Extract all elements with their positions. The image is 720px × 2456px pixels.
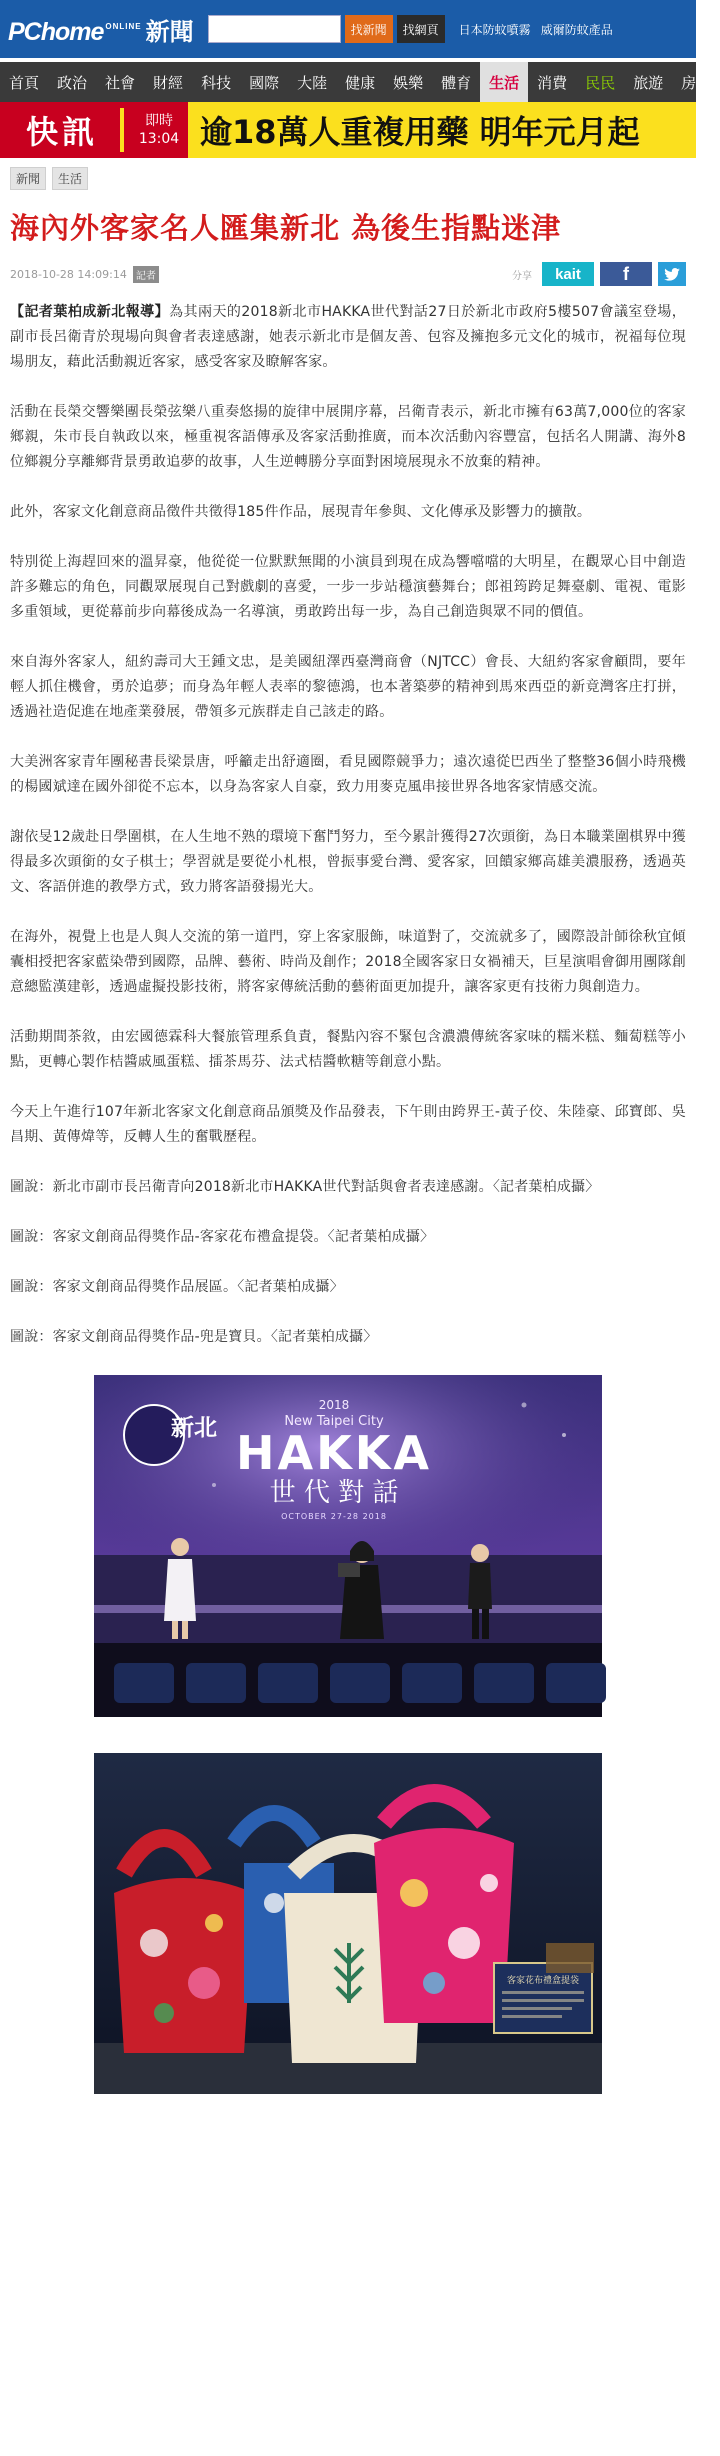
article-paragraph: 活動在長榮交響樂團長榮弦樂八重奏悠揚的旋律中展開序幕，呂衛青表示，新北市擁有63萬7,000位的客家鄉親，朱市長自執政以來，極重視客語傳承及客家活動推廣，而本次活動內容豐富，包括名人開講、海外8位鄉親分享離鄉背景勇敢追夢的故事，人生逆轉勝分享面對困境展現永不放棄的精神。 <box>10 404 686 470</box>
stage-photo-image <box>94 1375 602 1717</box>
photo-caption: 圖說：新北市副市長呂衛青向2018新北市HAKKA世代對話與會者表達感謝。〈記者葉柏成攝〉 <box>10 1179 600 1195</box>
banner-year: 2018 <box>318 1398 350 1412</box>
article-paragraph <box>10 300 686 375</box>
lead-text: 為其兩天的2018新北市HAKKA世代對話27日於新北市政府5樓507會議室登場，副市長呂衛青於現場向與會者表達感謝，她表示新北市是個友善、包容及擁抱多元文化的城市，祝福每位現場朋友，藉此活動親近客家，感受客家及瞭解客家。 <box>10 304 686 370</box>
twitter-bird-icon <box>664 268 680 281</box>
nav-item-sports[interactable]: 體育 <box>441 73 472 92</box>
logo-online: ONLINE <box>105 21 142 31</box>
breaking-time-label: 即時 <box>145 113 173 129</box>
article-paragraph: 謝依旻12歲赴日學圍棋，在人生地不熟的環境下奮鬥努力，至今累計獲得27次頭銜，為日本職業圍棋界中獲得最多次頭銜的女子棋士；學習就是要從小札根，曾振事愛台灣、愛客家，回饋家鄉高雄美濃服務，透過英文、客語併進的教學方式，致力將客語發揚光大。 <box>10 829 686 895</box>
lead-source: 【記者葉柏成新北報導】 <box>10 304 170 320</box>
share-twitter-button[interactable] <box>658 262 686 286</box>
banner-subtitle: 世 代 對 話 <box>269 1478 399 1508</box>
article-paragraph: 在海外，視覺上也是人與人交流的第一道門，穿上客家服飾，味道對了，交流就多了，國際設計師徐秋宜傾囊相授把客家藍染帶到國際，品牌、藝術、時尚及創作；2018全國客家日女禍補天，巨星演唱會御用團隊創意總監漢建彰，透過虛擬投影技術，將客家傳統活動的藝術面更加提升，讓客家更有技術力與創造力。 <box>10 929 686 995</box>
nav-item-politics[interactable]: 政治 <box>57 73 88 92</box>
share-label: 分享 <box>512 270 532 282</box>
article-paragraph: 大美洲客家青年團秘書長梁景唐，呼籲走出舒適圈，看見國際競爭力；遠次遠從巴西坐了整整36個小時飛機的楊國斌達在國外卻從不忘本，以身為客家人自豪，致力用麥克風串接世界各地客家情感交流。 <box>10 754 686 795</box>
nav-item-people[interactable]: 民民 <box>585 73 616 92</box>
display-card <box>494 1963 592 2033</box>
search-input[interactable] <box>208 15 341 43</box>
nav-item-entertainment[interactable]: 娛樂 <box>393 73 424 92</box>
top-link[interactable]: 日本防蚊噴霧 <box>458 22 531 37</box>
banner-date: OCTOBER 27-28 2018 <box>281 1512 387 1521</box>
breaking-time-value: 13:04 <box>138 131 180 147</box>
nav-item-society[interactable]: 社會 <box>105 73 136 92</box>
nav-item-finance[interactable]: 財經 <box>153 73 184 92</box>
nav-item-international[interactable]: 國際 <box>249 73 280 92</box>
top-header <box>0 0 696 58</box>
logo-news: 新聞 <box>145 17 194 46</box>
nav-item-tech[interactable]: 科技 <box>201 73 232 92</box>
site-logo[interactable] <box>8 12 194 47</box>
logo-pchome: PChome <box>8 17 104 46</box>
source-tag: 記者 <box>133 266 159 283</box>
nav-item-realestate[interactable]: 房產 <box>681 73 712 92</box>
breadcrumb <box>0 158 696 190</box>
article-meta <box>0 248 696 288</box>
breaking-label: 快訊 <box>0 102 124 158</box>
bags-photo-image <box>94 1753 602 2094</box>
article-body <box>0 288 696 2094</box>
nav-item-life[interactable]: 生活 <box>480 62 528 102</box>
article-paragraph: 特別從上海趕回來的溫昇豪，他從從一位默默無聞的小演員到現在成為響噹噹的大明星，在觀眾心目中創造許多難忘的角色，同觀眾展現自己對戲劇的喜愛，一步一步站穩演藝舞台；郎祖筠跨足舞臺劇、電視、電影多重領域，更從幕前步向幕後成為一名導演，勇敢跨出每一步，為自己創造與眾不同的價值。 <box>10 554 686 620</box>
nav-item-home[interactable]: 首頁 <box>9 73 40 92</box>
photo-caption: 圖說：客家文創商品得獎作品展區。〈記者葉柏成攝〉 <box>10 1279 344 1295</box>
article-paragraph: 來自海外客家人，紐約壽司大王鍾文忠，是美國紐澤西臺灣商會（NJTCC）會長、大紐約客家會顧問，要年輕人抓住機會，勇於追夢；而身為年輕人表率的黎德鴻，也本著築夢的精神到馬來西亞的新竟灣客庄打拼，透過社造促進在地產業發展，帶領多元族群走自己該走的路。 <box>10 654 686 720</box>
article-paragraph: 今天上午進行107年新北客家文化創意商品頒獎及作品發表，下午則由跨界王-黃子佼、朱陸豪、邱寶郎、吳昌期、黃傳煒等，反轉人生的奮戰歷程。 <box>10 1104 686 1145</box>
article-paragraph: 活動期間茶敘，由宏國德霖科大餐旅管理系負責，餐點內容不緊包含濃濃傳統客家味的糯米糕、麵蔔糕等小點，更轉心製作桔醬戚風蛋糕、擂茶馬芬、法式桔醬軟糖等創意小點。 <box>10 1029 686 1070</box>
breaking-news-banner[interactable] <box>0 102 696 158</box>
main-nav <box>0 62 712 102</box>
card-title: 客家花布禮盒提袋 <box>506 1976 580 1986</box>
breadcrumb-news[interactable]: 新聞 <box>10 167 46 190</box>
nav-item-consumer[interactable]: 消費 <box>537 73 568 92</box>
breaking-headline[interactable]: 逾18萬人重複用藥 明年元月起 <box>188 102 696 158</box>
photo-caption: 圖說：客家文創商品得獎作品-兜是寶貝。〈記者葉柏成攝〉 <box>10 1329 378 1345</box>
breaking-time <box>124 102 188 158</box>
banner-city: New Taipei City <box>284 1414 384 1429</box>
search-web-button[interactable]: 找網頁 <box>397 15 445 43</box>
photo-caption: 圖說：客家文創商品得獎作品-客家花布禮盒提袋。〈記者葉柏成攝〉 <box>10 1229 435 1245</box>
breadcrumb-life[interactable]: 生活 <box>52 167 88 190</box>
article-photo-bags[interactable] <box>94 1753 602 2094</box>
share-facebook-button[interactable]: f <box>600 262 652 286</box>
article-title: 海內外客家名人匯集新北 為後生指點迷津 <box>10 211 562 245</box>
nav-item-mainland[interactable]: 大陸 <box>297 73 328 92</box>
top-link[interactable]: 威爾防蚊產品 <box>540 22 613 37</box>
share-kait-button[interactable]: kait <box>542 262 594 286</box>
article-date: 2018-10-28 14:09:14 <box>10 267 127 281</box>
nav-item-travel[interactable]: 旅遊 <box>633 73 664 92</box>
share-bar <box>512 262 686 286</box>
xinbei-logo-text: 新北 <box>171 1415 217 1441</box>
article-paragraph: 此外，客家文化創意商品徵件共徵得185件作品，展現青年參與、文化傳承及影響力的擴散。 <box>10 504 592 520</box>
top-links <box>459 21 613 38</box>
banner-hakka: HAKKA <box>236 1426 432 1480</box>
search-news-button[interactable]: 找新聞 <box>345 15 393 43</box>
article-photo-stage[interactable] <box>94 1375 602 1717</box>
nav-item-health[interactable]: 健康 <box>345 73 376 92</box>
